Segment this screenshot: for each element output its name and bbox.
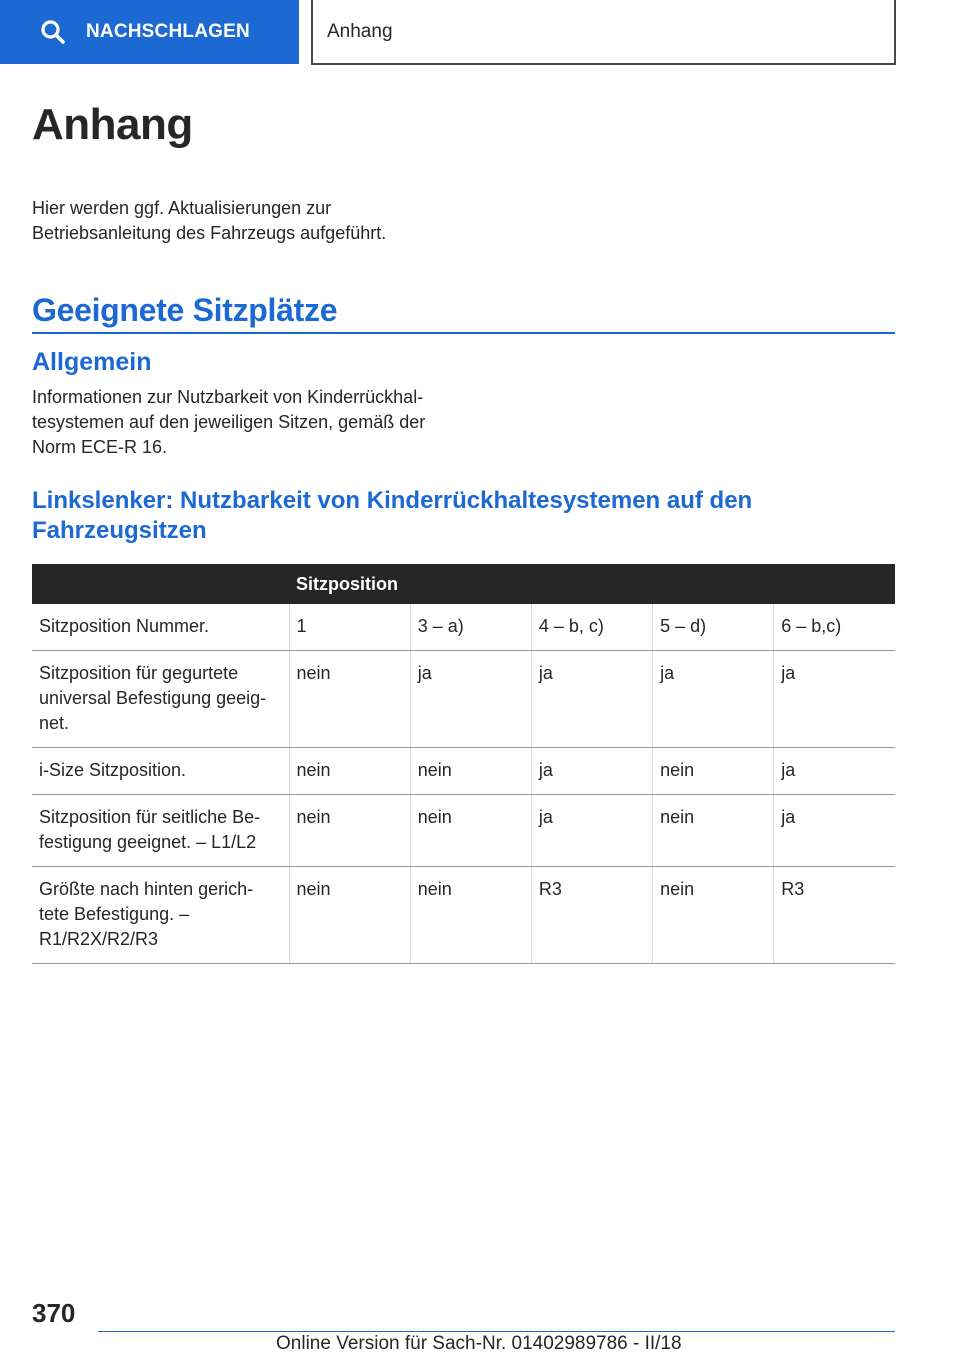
intro-line: Betriebsanleitung des Fahrzeugs aufgeführt. xyxy=(32,223,387,243)
cell-line: nein xyxy=(660,760,695,780)
cell-line: ja xyxy=(417,663,432,683)
seat-value-cell xyxy=(289,651,410,748)
cell-line: Sitzposition für gegurtete xyxy=(39,663,239,683)
general-text xyxy=(32,385,462,460)
cell-line: ja xyxy=(538,760,553,780)
table-header-cell: Sitzposition xyxy=(289,564,410,604)
seat-value-cell xyxy=(774,867,895,964)
table-row xyxy=(32,604,895,651)
table-header-row xyxy=(32,564,895,604)
table-header-cell xyxy=(531,564,652,604)
seat-value-cell xyxy=(531,867,652,964)
seat-value-cell xyxy=(653,795,774,867)
intro-line: Hier werden ggf. Aktualisierungen zur xyxy=(32,198,332,218)
cell-line: R3 xyxy=(538,879,562,899)
seat-value-cell xyxy=(653,748,774,795)
breadcrumb-label: Anhang xyxy=(327,20,393,42)
cell-line: ja xyxy=(781,663,796,683)
seat-value-cell xyxy=(774,795,895,867)
seat-value-cell xyxy=(410,795,531,867)
cell-line: nein xyxy=(296,879,331,899)
cell-line: Größte nach hinten gerich- xyxy=(39,879,254,899)
general-line: Norm ECE-R 16. xyxy=(32,437,168,457)
cell-line: ja xyxy=(781,760,796,780)
seat-value-cell xyxy=(531,651,652,748)
cell-line: 6 – b,c) xyxy=(781,616,842,636)
cell-line: nein xyxy=(660,807,695,827)
cell-line: i-Size Sitzposition. xyxy=(39,760,187,780)
cell-line: nein xyxy=(417,879,452,899)
row-label-cell xyxy=(32,748,289,795)
row-label-cell xyxy=(32,795,289,867)
cell-line: nein xyxy=(417,807,452,827)
cell-line: Sitzposition Nummer. xyxy=(39,616,210,636)
seat-value-cell xyxy=(774,604,895,651)
cell-line: R3 xyxy=(781,879,805,899)
cell-line: universal Befestigung geeig- xyxy=(39,688,267,708)
intro-text xyxy=(32,196,452,246)
table-header-cell xyxy=(32,564,289,604)
cell-line: tete Befestigung. – xyxy=(39,904,190,924)
seat-value-cell xyxy=(410,604,531,651)
seat-value-cell xyxy=(653,604,774,651)
seat-value-cell xyxy=(410,867,531,964)
footer-version: Online Version für Sach-Nr. 01402989786 - II/18 xyxy=(276,1333,682,1354)
cell-line: nein xyxy=(296,760,331,780)
cell-line: ja xyxy=(660,663,675,683)
row-label-cell xyxy=(32,604,289,651)
seat-value-cell xyxy=(289,748,410,795)
table-row xyxy=(32,795,895,867)
cell-line: nein xyxy=(296,807,331,827)
table-heading xyxy=(32,486,872,546)
table-row xyxy=(32,651,895,748)
page-header xyxy=(0,0,960,66)
seat-value-cell xyxy=(531,748,652,795)
seat-value-cell xyxy=(289,604,410,651)
cell-line: nein xyxy=(660,879,695,899)
general-line: Informationen zur Nutzbarkeit von Kinderrückhal- xyxy=(32,387,424,407)
page-number: 370 xyxy=(32,1298,76,1328)
cell-line: 1 xyxy=(296,616,307,636)
table-heading-line: Fahrzeugsitzen xyxy=(32,517,207,544)
general-line: tesystemen auf den jeweiligen Sitzen, gemäß der xyxy=(32,412,426,432)
footer-divider xyxy=(98,1331,895,1332)
seat-value-cell xyxy=(289,795,410,867)
cell-line: net. xyxy=(39,713,70,733)
nachschlagen-button[interactable] xyxy=(0,0,299,64)
search-icon xyxy=(40,19,66,45)
seat-value-cell xyxy=(774,651,895,748)
section-heading: Geeignete Sitzplätze xyxy=(32,292,338,328)
cell-line: nein xyxy=(296,663,331,683)
seat-value-cell xyxy=(410,651,531,748)
breadcrumb xyxy=(311,0,896,65)
cell-line: nein xyxy=(417,760,452,780)
page-title: Anhang xyxy=(32,100,193,149)
table-row xyxy=(32,867,895,964)
table-heading-line: Linkslenker: Nutzbarkeit von Kinderrückhaltesystemen auf den xyxy=(32,487,753,514)
table-header-cell xyxy=(410,564,531,604)
seat-value-cell xyxy=(531,604,652,651)
cell-line: 3 – a) xyxy=(417,616,464,636)
cell-line: R1/R2X/R2/R3 xyxy=(39,929,159,949)
cell-line: 4 – b, c) xyxy=(538,616,604,636)
cell-line: ja xyxy=(538,807,553,827)
cell-line: festigung geeignet. – L1/L2 xyxy=(39,832,257,852)
seat-value-cell xyxy=(653,651,774,748)
cell-line: 5 – d) xyxy=(660,616,707,636)
section-divider xyxy=(32,332,895,334)
table-header-cell xyxy=(774,564,895,604)
seat-value-cell xyxy=(289,867,410,964)
cell-line: ja xyxy=(538,663,553,683)
table-row xyxy=(32,748,895,795)
seat-usability-table xyxy=(32,564,895,964)
nav-label: NACHSCHLAGEN xyxy=(86,21,250,42)
cell-line: ja xyxy=(781,807,796,827)
row-label-cell xyxy=(32,867,289,964)
subsection-heading: Allgemein xyxy=(32,348,152,376)
row-label-cell xyxy=(32,651,289,748)
table-header-cell xyxy=(653,564,774,604)
seat-value-cell xyxy=(531,795,652,867)
seat-value-cell xyxy=(774,748,895,795)
cell-line: Sitzposition für seitliche Be- xyxy=(39,807,261,827)
seat-value-cell xyxy=(653,867,774,964)
seat-value-cell xyxy=(410,748,531,795)
